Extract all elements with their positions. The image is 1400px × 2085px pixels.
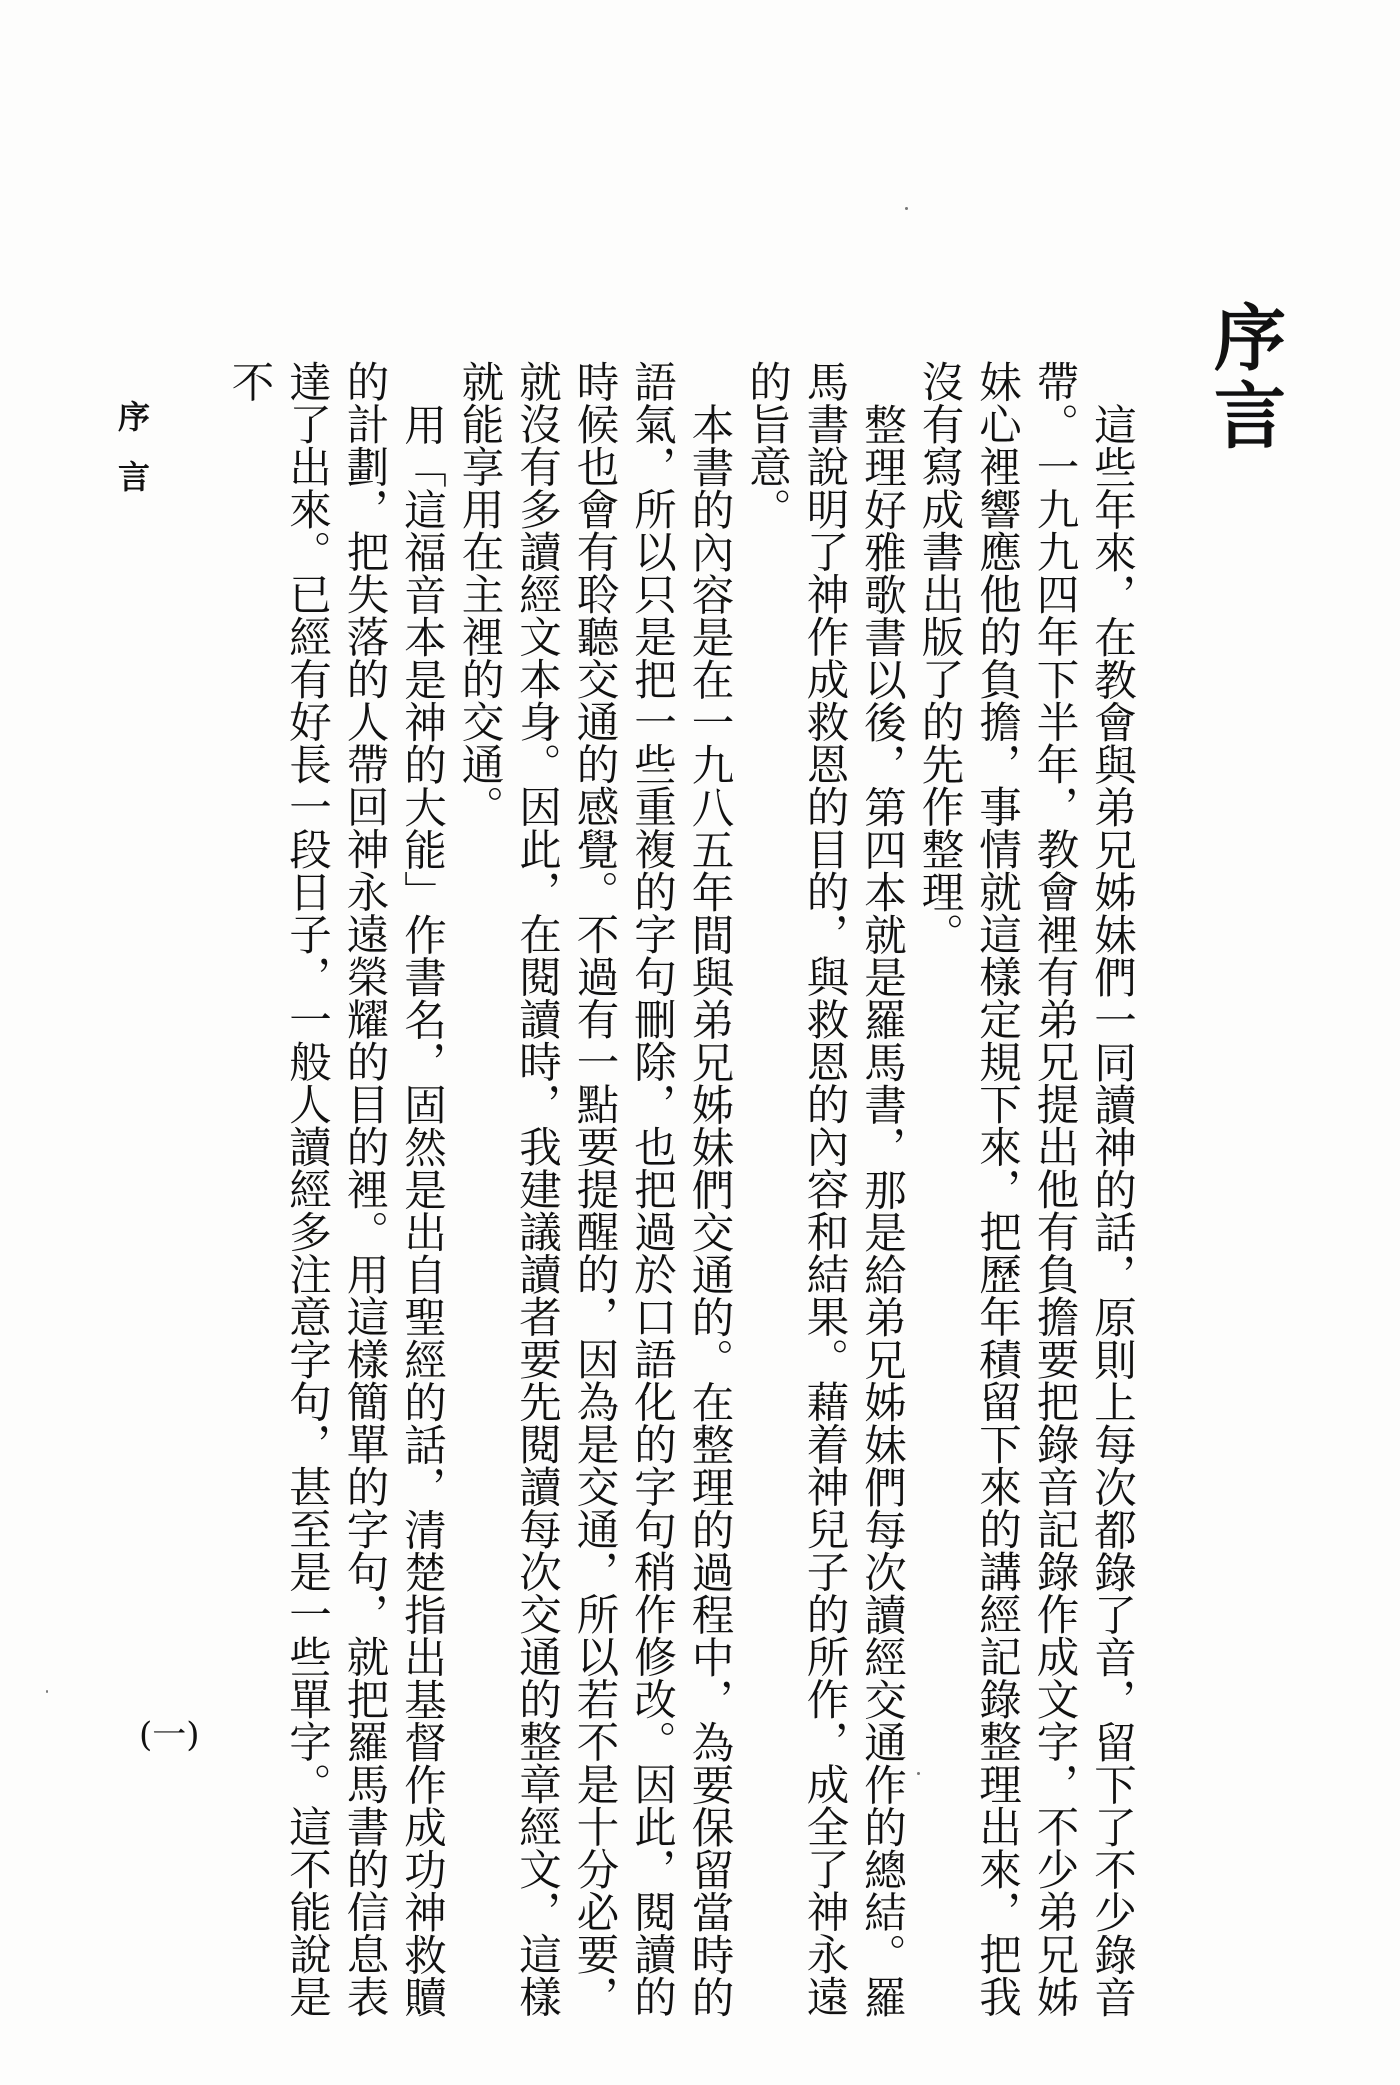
- preface-body: [220, 360, 1140, 2020]
- scan-speck: [46, 1690, 48, 1693]
- scan-speck: [917, 1772, 920, 1775]
- paragraph: 用「這福音本是神的大能」作書名，固然是出自聖經的話，清楚指出基督作成功神救贖的計劃，把失落的人帶回神永遠榮耀的目的裡。用這樣簡單的字句，就把羅馬書的信息表達了出來。已經有好長一段日子，一般人讀經多注意字句，甚至是一些單字。這不能說是不: [224, 360, 446, 2018]
- paragraph: 本書的內容是在一九八五年間與弟兄姊妹們交通的。在整理的過程中，為要保留當時的語氣，所以只是把一些重複的字句刪除，也把過於口語化的字句稍作修改。因此，閱讀的時候也會有聆聽交通的感覺。不過有一點要提醒的，因為是交通，所以若不是十分必要，就沒有多讀經文本身。因此，在閱讀時，我建議讀者要先閱讀每次交通的整章經文，這樣就能享用在主裡的交通。: [454, 360, 734, 2018]
- scan-speck: [905, 207, 908, 210]
- page-title: 序言: [1202, 300, 1286, 456]
- paragraph: 這些年來，在教會與弟兄姊妹們一同讀神的話，原則上每次都錄了音，留下了不少錄音帶。一九九四年下半年，教會裡有弟兄提出他有負擔要把錄音記錄作成文字，不少弟兄姊妹心裡響應他的負擔，事情就這樣定規下來，把歷年積留下來的講經記錄整理出來，把我沒有寫成書出版了的先作整理。: [914, 360, 1136, 2018]
- paragraph: 整理好雅歌書以後，第四本就是羅馬書，那是給弟兄姊妹們每次讀經交通作的總結。羅馬書說明了神作成救恩的目的，與救恩的內容和結果。藉着神兒子的所作，成全了神永遠的旨意。: [742, 360, 906, 2018]
- page-number: (一): [139, 1715, 200, 1755]
- running-head: 序言: [113, 400, 151, 520]
